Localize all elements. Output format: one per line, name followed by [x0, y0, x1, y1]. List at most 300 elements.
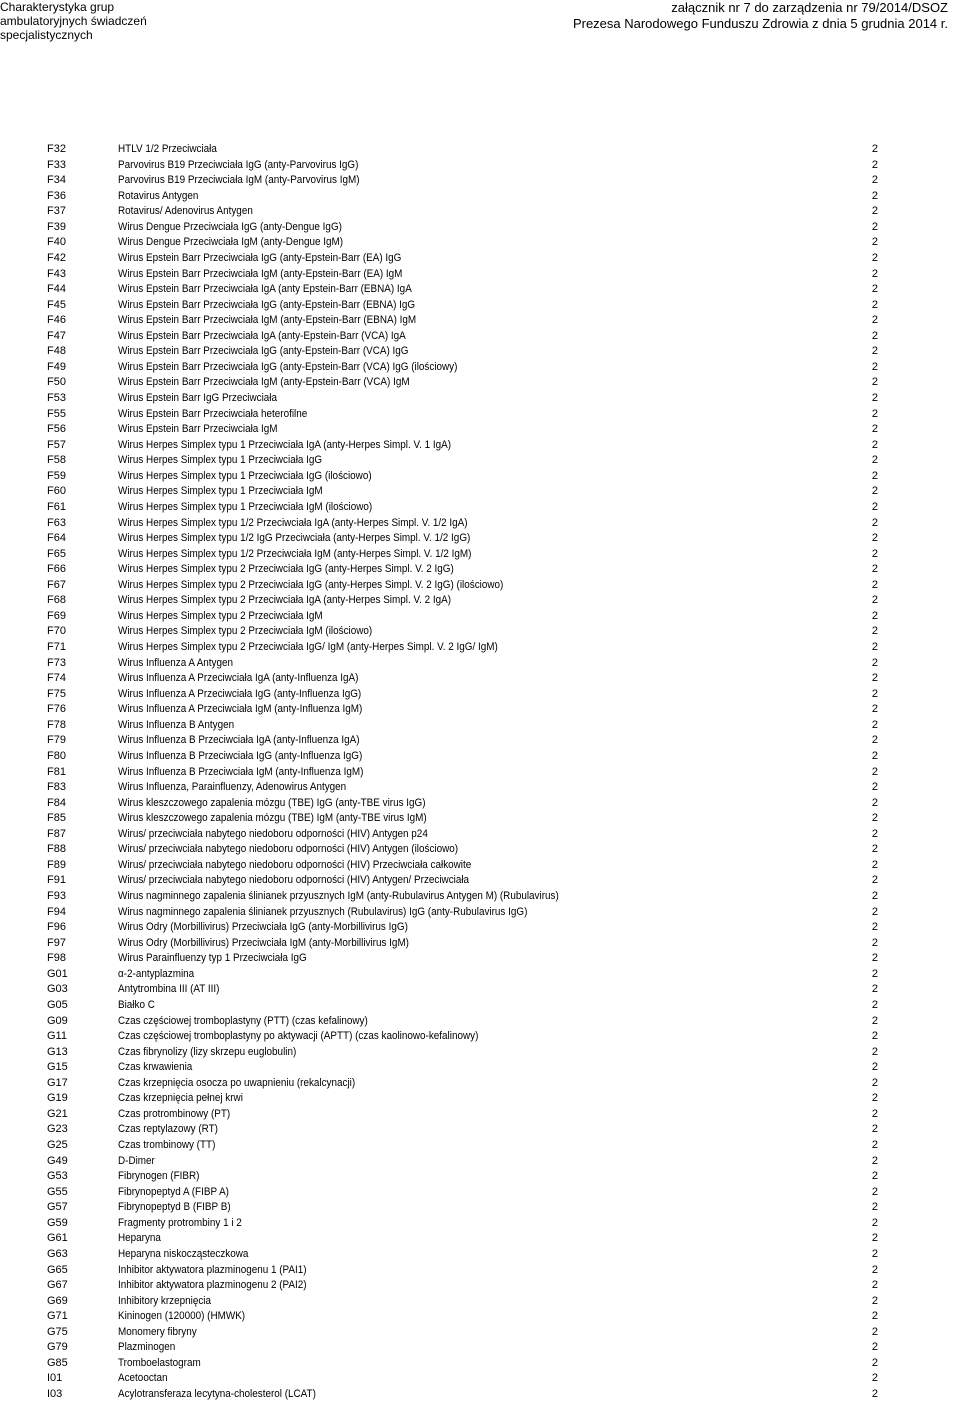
row-value: 2: [871, 641, 878, 653]
table-row: [0, 982, 960, 998]
row-value: 2: [871, 1107, 878, 1120]
row-name: Wirus Epstein Barr IgG Przeciwciała: [118, 392, 278, 404]
row-name: Wirus Parainfluenzy typ 1 Przeciwciała IgG: [118, 952, 307, 965]
row-name: Parvovirus B19 Przeciwciała IgG (anty-Parvovirus IgG): [118, 158, 359, 171]
table-row: [0, 780, 960, 796]
row-name: Wirus Epstein Barr Przeciwciała IgG (anty-Epstein-Barr (EA) IgG: [118, 251, 402, 264]
row-name: Tromboelastogram: [118, 1356, 201, 1369]
table-row: [0, 1294, 960, 1310]
table-row: [0, 749, 960, 765]
row-name: Fibrynopeptyd A (FIBP A): [118, 1185, 229, 1198]
row-value: 2: [871, 189, 878, 202]
row-name: Fibrynogen (FIBR): [118, 1170, 200, 1183]
row-name: Wirus Herpes Simplex typu 2 Przeciwciała IgG/ IgM (anty-Herpes Simpl. V. 2 IgG/ IgM): [118, 641, 498, 653]
table-row: [0, 1231, 960, 1247]
row-name: Wirus nagminnego zapalenia ślinianek przyusznych (Rubulavirus) IgG (anty-Rubulavirus IgG): [118, 905, 528, 918]
row-code: F71: [47, 641, 66, 653]
table-row: [0, 578, 960, 594]
row-name: Parvovirus B19 Przeciwciała IgM (anty-Parvovirus IgM): [118, 174, 360, 187]
table-row: [0, 671, 960, 687]
table-row: [0, 624, 960, 640]
row-name: Wirus Herpes Simplex typu 1/2 IgG Przeciwciała (anty-Herpes Simpl. V. 1/2 IgG): [118, 532, 471, 545]
row-code: F59: [47, 469, 66, 482]
row-name: Czas protrombinowy (PT): [118, 1107, 231, 1120]
row-name: Inhibitory krzepnięcia: [118, 1294, 212, 1307]
row-value: 2: [871, 1045, 878, 1058]
table-row: [0, 858, 960, 874]
row-code: F49: [47, 360, 66, 373]
row-name: Wirus Herpes Simplex typu 1/2 Przeciwciała IgA (anty-Herpes Simpl. V. 1/2 IgA): [118, 516, 468, 529]
row-name: Wirus Herpes Simplex typu 2 Przeciwciała IgM (ilościowo): [118, 625, 373, 638]
row-code: F39: [47, 220, 66, 233]
table-row: [0, 142, 960, 158]
row-code: F84: [47, 796, 66, 809]
row-name: Wirus/ przeciwciała nabytego niedoboru odporności (HIV) Antygen (ilościowo): [118, 843, 459, 856]
row-code: F78: [47, 718, 66, 731]
row-value: 2: [871, 423, 878, 436]
table-row: [0, 687, 960, 703]
row-value: 2: [871, 1310, 878, 1323]
row-value: 2: [871, 251, 878, 264]
table-row: [0, 453, 960, 469]
row-name: Wirus Influenza A Antygen: [118, 656, 234, 669]
row-name: Wirus Herpes Simplex typu 1 Przeciwciała IgG: [118, 454, 323, 467]
row-name: Wirus Herpes Simplex typu 2 Przeciwciała IgM: [118, 609, 323, 622]
row-value: 2: [871, 469, 878, 482]
table-row: [0, 547, 960, 563]
row-code: F70: [47, 625, 66, 638]
table-row: [0, 1247, 960, 1263]
row-name: HTLV 1/2 Przeciwciała: [118, 143, 217, 155]
header-right-line: Prezesa Narodowego Funduszu Zdrowia z dnia 5 grudnia 2014 r.: [572, 15, 948, 31]
row-name: Wirus Influenza B Antygen: [118, 718, 235, 731]
row-code: G57: [47, 1201, 68, 1214]
row-code: F91: [47, 874, 66, 887]
table-row: [0, 1014, 960, 1030]
table-row: [0, 1356, 960, 1372]
row-value: 2: [871, 547, 878, 560]
row-code: G59: [47, 1216, 68, 1229]
header-left-line: Charakterystyka grup: [0, 0, 115, 14]
row-name: Antytrombina III (AT III): [118, 983, 220, 996]
table-row: [0, 1060, 960, 1076]
row-value: 2: [871, 407, 878, 420]
row-name: Wirus Epstein Barr Przeciwciała heterofilne: [118, 407, 308, 420]
row-name: Wirus kleszczowego zapalenia mózgu (TBE) IgM (anty-TBE virus IgM): [118, 812, 427, 825]
row-name: Acetooctan: [118, 1372, 168, 1385]
row-value: 2: [871, 1247, 878, 1260]
row-name: Białko C: [118, 998, 155, 1011]
table-row: [0, 313, 960, 329]
table-row: [0, 827, 960, 843]
row-code: F76: [47, 703, 66, 716]
row-value: 2: [871, 609, 878, 622]
row-code: F55: [47, 407, 66, 420]
row-name: Wirus Herpes Simplex typu 1 Przeciwciała IgG (ilościowo): [118, 469, 372, 482]
table-row: [0, 158, 960, 174]
row-code: F43: [47, 267, 66, 280]
row-value: 2: [871, 329, 878, 342]
row-code: F96: [47, 921, 66, 934]
row-name: Wirus nagminnego zapalenia ślinianek przyusznych IgM (anty-Rubulavirus Antygen M) (Rubulavirus): [118, 890, 559, 902]
table-row: [0, 1122, 960, 1138]
row-value: 2: [871, 827, 878, 840]
row-code: F37: [47, 205, 66, 218]
row-code: G61: [47, 1232, 68, 1245]
row-value: 2: [871, 858, 878, 871]
table-row: [0, 842, 960, 858]
table-row: [0, 282, 960, 298]
table-row: [0, 189, 960, 205]
table-row: [0, 765, 960, 781]
row-value: 2: [871, 781, 878, 794]
row-code: I01: [47, 1372, 63, 1385]
row-name: Wirus Influenza B Przeciwciała IgG (anty-Influenza IgG): [118, 749, 363, 762]
table-row: [0, 702, 960, 718]
row-value: 2: [871, 1092, 878, 1105]
row-value: 2: [871, 718, 878, 731]
row-value: 2: [871, 500, 878, 513]
row-value: 2: [871, 890, 878, 902]
table-row: [0, 593, 960, 609]
row-code: F93: [47, 890, 66, 902]
header-right-line: załącznik nr 7 do zarządzenia nr 79/2014/DSOZ: [671, 0, 948, 15]
table-row: [0, 251, 960, 267]
table-row: [0, 951, 960, 967]
row-name: Wirus kleszczowego zapalenia mózgu (TBE) IgG (anty-TBE virus IgG): [118, 796, 426, 809]
row-name: Czas reptylazowy (RT): [118, 1123, 218, 1136]
table-row: [0, 1029, 960, 1045]
row-name: Wirus Epstein Barr Przeciwciała IgA (anty Epstein-Barr (EBNA) IgA: [118, 283, 412, 296]
row-name: Acylotransferaza lecytyna-cholesterol (LCAT): [118, 1388, 316, 1400]
table-row: [0, 267, 960, 283]
table-row: [0, 1340, 960, 1356]
table: [0, 142, 960, 1403]
row-name: Inhibitor aktywatora plazminogenu 1 (PAI1): [118, 1263, 307, 1276]
row-name: Wirus Dengue Przeciwciała IgM (anty-Dengue IgM): [118, 236, 344, 249]
row-value: 2: [871, 796, 878, 809]
table-row: [0, 905, 960, 921]
row-value: 2: [871, 1325, 878, 1338]
row-code: G23: [47, 1123, 68, 1136]
row-name: Wirus/ przeciwciała nabytego niedoboru odporności (HIV) Antygen/ Przeciwciała: [118, 874, 470, 887]
table-row: [0, 360, 960, 376]
row-name: Heparyna: [118, 1232, 161, 1245]
row-value: 2: [871, 1232, 878, 1245]
table-row: [0, 438, 960, 454]
row-value: 2: [871, 1154, 878, 1167]
row-value: 2: [871, 843, 878, 856]
table-row: [0, 609, 960, 625]
table-row: [0, 1045, 960, 1061]
row-name: Wirus/ przeciwciała nabytego niedoboru odporności (HIV) Przeciwciała całkowite: [118, 858, 472, 871]
table-row: [0, 1154, 960, 1170]
row-code: F45: [47, 298, 66, 311]
table-row: [0, 873, 960, 889]
row-name: Wirus Herpes Simplex typu 1/2 Przeciwciała IgM (anty-Herpes Simpl. V. 1/2 IgM): [118, 547, 472, 560]
row-value: 2: [871, 1388, 878, 1400]
row-name: Wirus Influenza A Przeciwciała IgA (anty-Influenza IgA): [118, 672, 359, 685]
table-row: [0, 235, 960, 251]
row-value: 2: [871, 983, 878, 996]
row-name: Wirus Epstein Barr Przeciwciała IgM (anty-Epstein-Barr (EA) IgM: [118, 267, 403, 280]
row-code: G53: [47, 1170, 68, 1183]
row-value: 2: [871, 812, 878, 825]
row-name: Czas częściowej tromboplastyny (PTT) (czas kefalinowy): [118, 1014, 368, 1027]
row-name: Wirus Influenza B Przeciwciała IgA (anty-Influenza IgA): [118, 734, 360, 747]
row-code: G55: [47, 1185, 68, 1198]
row-name: Rotavirus Antygen: [118, 189, 199, 202]
row-code: G25: [47, 1139, 68, 1151]
row-code: G19: [47, 1092, 68, 1105]
row-code: G01: [47, 967, 68, 980]
row-code: F42: [47, 251, 66, 264]
row-code: F47: [47, 329, 66, 342]
row-value: 2: [871, 656, 878, 669]
row-value: 2: [871, 1014, 878, 1027]
row-name: Czas częściowej tromboplastyny po aktywacji (APTT) (czas kaolinowo-kefalinowy): [118, 1030, 479, 1043]
row-code: F69: [47, 609, 66, 622]
table-row: [0, 516, 960, 532]
table-row: [0, 1325, 960, 1341]
row-code: F32: [47, 143, 66, 155]
table-row: [0, 1387, 960, 1403]
row-value: 2: [871, 314, 878, 327]
row-value: 2: [871, 1279, 878, 1292]
row-value: 2: [871, 516, 878, 529]
row-value: 2: [871, 905, 878, 918]
row-name: Wirus Epstein Barr Przeciwciała IgM (anty-Epstein-Barr (EBNA) IgM: [118, 314, 417, 327]
row-code: G63: [47, 1247, 68, 1260]
row-code: G11: [47, 1030, 67, 1043]
row-code: F56: [47, 423, 66, 436]
row-name: Heparyna niskocząsteczkowa: [118, 1247, 249, 1260]
row-code: G85: [47, 1356, 68, 1369]
row-value: 2: [871, 687, 878, 700]
table-row: [0, 220, 960, 236]
row-value: 2: [871, 1123, 878, 1136]
row-value: 2: [871, 1061, 878, 1074]
row-value: 2: [871, 998, 878, 1011]
row-code: G75: [47, 1325, 68, 1338]
row-name: Wirus Epstein Barr Przeciwciała IgG (anty-Epstein-Barr (VCA) IgG: [118, 345, 409, 358]
row-value: 2: [871, 921, 878, 934]
row-value: 2: [871, 158, 878, 171]
row-value: 2: [871, 1170, 878, 1183]
table-row: [0, 718, 960, 734]
table-row: [0, 1216, 960, 1232]
row-code: G67: [47, 1279, 68, 1292]
row-name: Rotavirus/ Adenovirus Antygen: [118, 205, 253, 218]
table-row: [0, 531, 960, 547]
row-code: F68: [47, 594, 66, 607]
table-row: [0, 329, 960, 345]
row-code: F36: [47, 189, 66, 202]
row-name: Wirus Influenza, Parainfluenzy, Adenowirus Antygen: [118, 781, 347, 794]
row-name: Wirus Epstein Barr Przeciwciała IgG (anty-Epstein-Barr (EBNA) IgG: [118, 298, 416, 311]
row-code: G15: [47, 1061, 68, 1074]
row-value: 2: [871, 360, 878, 373]
table-row: [0, 1076, 960, 1092]
row-code: G65: [47, 1263, 68, 1276]
row-value: 2: [871, 1294, 878, 1307]
row-code: F34: [47, 174, 66, 187]
row-value: 2: [871, 1201, 878, 1214]
row-name: Wirus Influenza A Przeciwciała IgM (anty-Influenza IgM): [118, 703, 363, 716]
row-value: 2: [871, 703, 878, 716]
row-name: Czas trombinowy (TT): [118, 1139, 216, 1151]
row-code: F87: [47, 827, 66, 840]
row-code: G71: [47, 1310, 68, 1323]
row-code: F94: [47, 905, 66, 918]
row-code: F53: [47, 392, 66, 404]
row-code: F88: [47, 843, 66, 856]
row-name: Kininogen (120000) (HMWK): [118, 1310, 246, 1323]
row-code: F60: [47, 485, 66, 498]
row-value: 2: [871, 1185, 878, 1198]
row-value: 2: [871, 267, 878, 280]
row-code: F66: [47, 563, 66, 576]
row-code: F97: [47, 936, 66, 949]
table-row: [0, 1200, 960, 1216]
table-row: [0, 920, 960, 936]
row-code: F61: [47, 500, 66, 513]
table-row: [0, 1309, 960, 1325]
header-right: [573, 0, 948, 31]
table-row: [0, 422, 960, 438]
row-value: 2: [871, 1372, 878, 1385]
table-row: [0, 500, 960, 516]
row-name: Wirus Herpes Simplex typu 1 Przeciwciała IgM (ilościowo): [118, 500, 373, 513]
row-name: Plazminogen: [118, 1341, 176, 1354]
row-value: 2: [871, 376, 878, 389]
row-name: Wirus Herpes Simplex typu 1 Przeciwciała IgM: [118, 485, 323, 498]
row-name: Wirus Herpes Simplex typu 2 Przeciwciała IgG (anty-Herpes Simpl. V. 2 IgG): [118, 563, 454, 576]
row-value: 2: [871, 936, 878, 949]
table-row: [0, 375, 960, 391]
row-name: Czas krwawienia: [118, 1061, 193, 1074]
row-value: 2: [871, 392, 878, 404]
row-name: Czas fibrynolizy (lizy skrzepu euglobulin): [118, 1045, 297, 1058]
row-name: D-Dimer: [118, 1154, 155, 1167]
row-code: F81: [47, 765, 66, 778]
row-code: F63: [47, 516, 66, 529]
row-value: 2: [871, 205, 878, 218]
row-code: F46: [47, 314, 66, 327]
row-value: 2: [871, 1356, 878, 1369]
table-row: [0, 1278, 960, 1294]
table-row: [0, 469, 960, 485]
row-code: G79: [47, 1341, 68, 1354]
row-name: Wirus Influenza B Przeciwciała IgM (anty-Influenza IgM): [118, 765, 364, 778]
row-name: Wirus Epstein Barr Przeciwciała IgM: [118, 423, 278, 436]
row-value: 2: [871, 1263, 878, 1276]
table-row: [0, 1091, 960, 1107]
table-row: [0, 811, 960, 827]
row-value: 2: [871, 625, 878, 638]
table-row: [0, 656, 960, 672]
row-value: 2: [871, 220, 878, 233]
table-row: [0, 1185, 960, 1201]
row-code: F58: [47, 454, 66, 467]
row-code: G17: [47, 1076, 68, 1089]
row-name: Wirus Herpes Simplex typu 1 Przeciwciała IgA (anty-Herpes Simpl. V. 1 IgA): [118, 438, 452, 451]
table-row: [0, 1371, 960, 1387]
header-left-line: ambulatoryjnych świadczeń: [0, 14, 147, 28]
table-row: [0, 796, 960, 812]
row-name: Wirus Influenza A Przeciwciała IgG (anty-Influenza IgG): [118, 687, 362, 700]
table-row: [0, 1138, 960, 1154]
row-value: 2: [871, 874, 878, 887]
header-left-line: specjalistycznych: [0, 28, 93, 42]
row-value: 2: [871, 967, 878, 980]
table-row: [0, 407, 960, 423]
row-value: 2: [871, 532, 878, 545]
row-name: Czas krzepnięcia pełnej krwi: [118, 1092, 243, 1105]
row-name: Fragmenty protrombiny 1 i 2: [118, 1216, 242, 1229]
row-value: 2: [871, 1076, 878, 1089]
row-value: 2: [871, 1139, 878, 1151]
row-code: F50: [47, 376, 66, 389]
row-code: F89: [47, 858, 66, 871]
row-value: 2: [871, 174, 878, 187]
row-code: F40: [47, 236, 66, 249]
row-code: F79: [47, 734, 66, 747]
row-code: G09: [47, 1014, 68, 1027]
table-row: [0, 1107, 960, 1123]
row-code: G49: [47, 1154, 68, 1167]
row-code: F85: [47, 812, 66, 825]
row-name: Wirus Epstein Barr Przeciwciała IgG (anty-Epstein-Barr (VCA) IgG (ilościowy): [118, 360, 458, 373]
table-row: [0, 936, 960, 952]
row-code: F64: [47, 532, 66, 545]
row-value: 2: [871, 563, 878, 576]
row-code: F67: [47, 578, 66, 591]
table-row: [0, 998, 960, 1014]
row-value: 2: [871, 345, 878, 358]
row-code: G05: [47, 998, 68, 1011]
row-value: 2: [871, 143, 878, 155]
row-value: 2: [871, 594, 878, 607]
row-name: Wirus Odry (Morbillivirus) Przeciwciała IgM (anty-Morbillivirus IgM): [118, 936, 409, 949]
row-name: Wirus Odry (Morbillivirus) Przeciwciała IgG (anty-Morbillivirus IgG): [118, 921, 408, 934]
table-row: [0, 298, 960, 314]
row-value: 2: [871, 298, 878, 311]
table-row: [0, 204, 960, 220]
row-value: 2: [871, 438, 878, 451]
row-name: α-2-antyplazmina: [118, 967, 195, 980]
row-code: F83: [47, 781, 66, 794]
row-code: G21: [47, 1107, 68, 1120]
row-code: I03: [47, 1388, 63, 1400]
table-row: [0, 1263, 960, 1279]
row-code: F98: [47, 952, 66, 965]
row-value: 2: [871, 454, 878, 467]
row-code: F48: [47, 345, 66, 358]
table-row: [0, 484, 960, 500]
row-value: 2: [871, 1341, 878, 1354]
row-value: 2: [871, 749, 878, 762]
table-row: [0, 562, 960, 578]
table-row: [0, 391, 960, 407]
row-code: F44: [47, 283, 66, 296]
row-value: 2: [871, 734, 878, 747]
row-value: 2: [871, 485, 878, 498]
row-name: Monomery fibryny: [118, 1325, 197, 1338]
row-value: 2: [871, 1216, 878, 1229]
row-name: Wirus Herpes Simplex typu 2 Przeciwciała IgA (anty-Herpes Simpl. V. 2 IgA): [118, 594, 452, 607]
table-row: [0, 889, 960, 905]
